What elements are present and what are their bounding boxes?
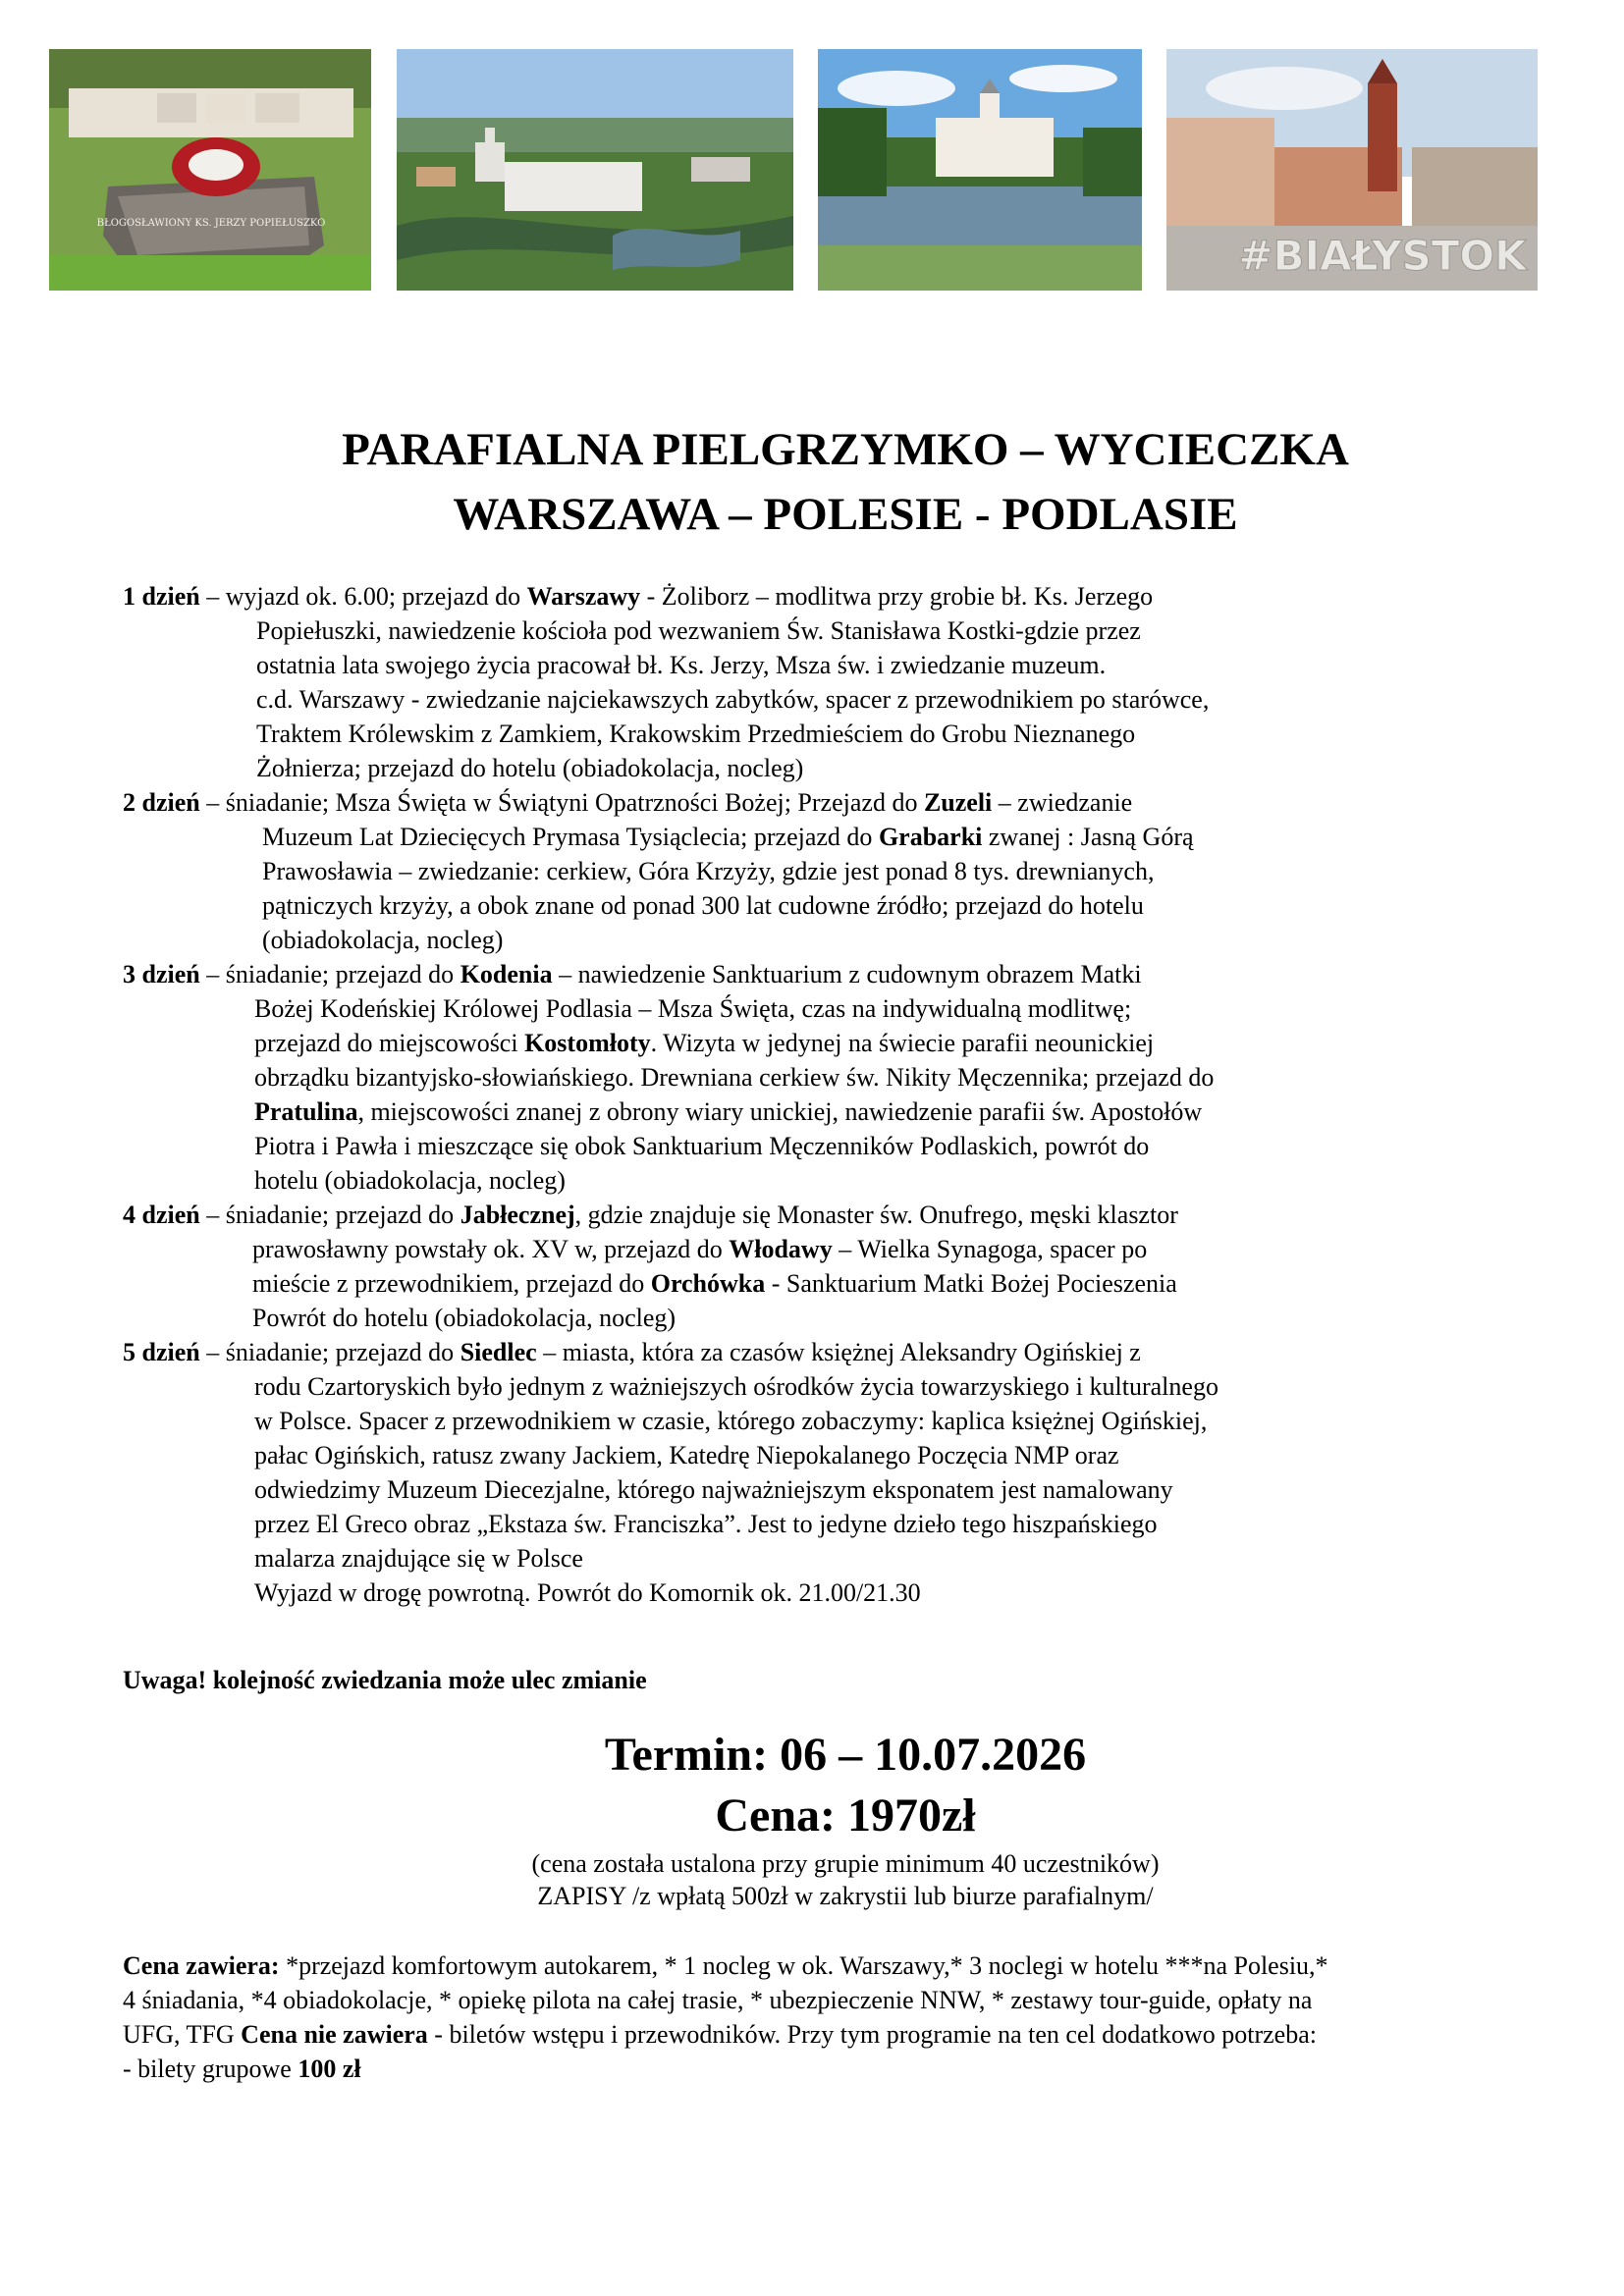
bialystok-sign: #BIAŁYSTOK [1238, 232, 1527, 280]
day-2: 2 dzień – śniadanie; Msza Święta w Świątyni Opatrzności Bożej; Przejazd do Zuzeli – zwiedzanie Muzeum Lat Dziecięcych Prymasa Tysiąclecia; przejazd do Grabarki zwanej : Jasną Górą Prawosławia – zwiedzanie: cerkiew, Góra Krzyży, gdzie jest ponad 8 tys. drewnianych, pątniczych krzyży, a obok znane od ponad 300 lat cudowne źródło; przejazd do hotelu (obiadokolacja, nocleg) [123, 788, 1194, 954]
order-change-note: Uwaga! kolejność zwiedzania może ulec zmianie [123, 1666, 647, 1694]
day-label: 3 dzień [123, 960, 200, 988]
registration-info: ZAPISY /z wpłatą 500zł w zakrystii lub biurze parafialnym/ [537, 1882, 1154, 1910]
day-4: 4 dzień – śniadanie; przejazd do Jabłecznej, gdzie znajduje się Monaster św. Onufrego, męski klasztor prawosławny powstały ok. XV w, przejazd do Włodawy – Wielka Synagoga, spacer po mieście z przewodnikiem, przejazd do Orchówka - Sanktuarium Matki Bożej Pocieszenia Powrót do hotelu (obiadokolacja, nocleg) [123, 1201, 1178, 1332]
day-1: 1 dzień – wyjazd ok. 6.00; przejazd do Warszawy - Żoliborz – modlitwa przy grobie bł. Ks. Jerzego Popiełuszki, nawiedzenie kościoła pod wezwaniem Św. Stanisława Kostki-gdzie przez ostatnia lata swojego życia pracował bł. Ks. Jerzy, Msza św. i zwiedzanie muzeum. c.d. Warszawy - zwiedzanie najciekawszych zabytków, spacer z przewodnikiem po starówce, Traktem Królewskim z Zamkiem, Krakowskim Przedmieściem do Grobu Nieznanego Żołnierza; przejazd do hotelu (obiadokolacja, nocleg) [123, 582, 1210, 782]
itinerary [123, 579, 1517, 1610]
grave-inscription: BŁOGOSŁAWIONY KS. JERZY POPIEŁUSZKO [96, 218, 326, 229]
day-3: 3 dzień – śniadanie; przejazd do Kodenia – nawiedzenie Sanktuarium z cudownym obrazem Matki Bożej Kodeńskiej Królowej Podlasia – Msza Święta, czas na indywidualną modlitwę; przejazd do miejscowości Kostomłoty. Wizyta w jedynej na świecie parafii neounickiej obrządku bizantyjsko-słowiańskiego. Drewniana cerkiew św. Nikity Męczennika; przejazd do Pratulina, miejscowości znanej z obrony wiary unickiej, nawiedzenie parafii św. Apostołów Piotra i Pawła i mieszczące się obok Sanktuarium Męczenników Podlaskich, powrót do hotelu (obiadokolacja, nocleg) [123, 960, 1215, 1195]
price-includes: Cena zawiera: *przejazd komfortowym autokarem, * 1 nocleg w ok. Warszawy,* 3 noclegi w hotelu ***na Polesiu,* 4 śniadania, *4 obiadokolacje, * opiekę pilota na całej trasie, * ubezpieczenie NNW, * zestawy tour-guide, opłaty na UFG, TFG Cena nie zawiera - biletów wstępu i przewodników. Przy tym programie na ten cel dodatkowo potrzeba: - bilety grupowe 100 zł [123, 1951, 1328, 2083]
trip-price: Cena: 1970zł [715, 1789, 976, 1842]
bialystok-square-photo [1166, 49, 1538, 291]
monastery-pond-photo [818, 49, 1142, 291]
page-title-line-2: WARSZAWA – POLESIE - PODLASIE [453, 489, 1238, 540]
day-label: 5 dzień [123, 1338, 200, 1366]
day-label: 1 dzień [123, 582, 200, 611]
popieluszko-grave-photo [49, 49, 371, 291]
trip-date: Termin: 06 – 10.07.2026 [604, 1729, 1087, 1781]
price-condition: (cena została ustalona przy grupie minimum 40 uczestników) [531, 1849, 1160, 1878]
aerial-town-photo [397, 49, 793, 291]
day-5: 5 dzień – śniadanie; przejazd do Siedlec – miasta, która za czasów księżnej Aleksandry Ogińskiej z rodu Czartoryskich było jednym z ważniejszych ośrodków życia towarzyskiego i kulturalnego w Polsce. Spacer z przewodnikiem w czasie, którego zobaczymy: kaplica księżnej Ogińskiej, pałac Ogińskich, ratusz zwany Jackiem, Katedrę Niepokalanego Poczęcia NMP oraz odwiedzimy Muzeum Diecezjalne, którego najważniejszym eksponatem jest namalowany przez El Greco obraz „Ekstaza św. Franciszka”. Jest to jedyne dzieło tego hiszpańskiego malarza znajdujące się w Polsce Wyjazd w drogę powrotną. Powrót do Komornik ok. 21.00/21.30 [123, 1338, 1218, 1607]
page-title-line-1: PARAFIALNA PIELGRZYMKO – WYCIECZKA [342, 424, 1349, 475]
day-label: 2 dzień [123, 788, 200, 817]
day-label: 4 dzień [123, 1201, 200, 1229]
